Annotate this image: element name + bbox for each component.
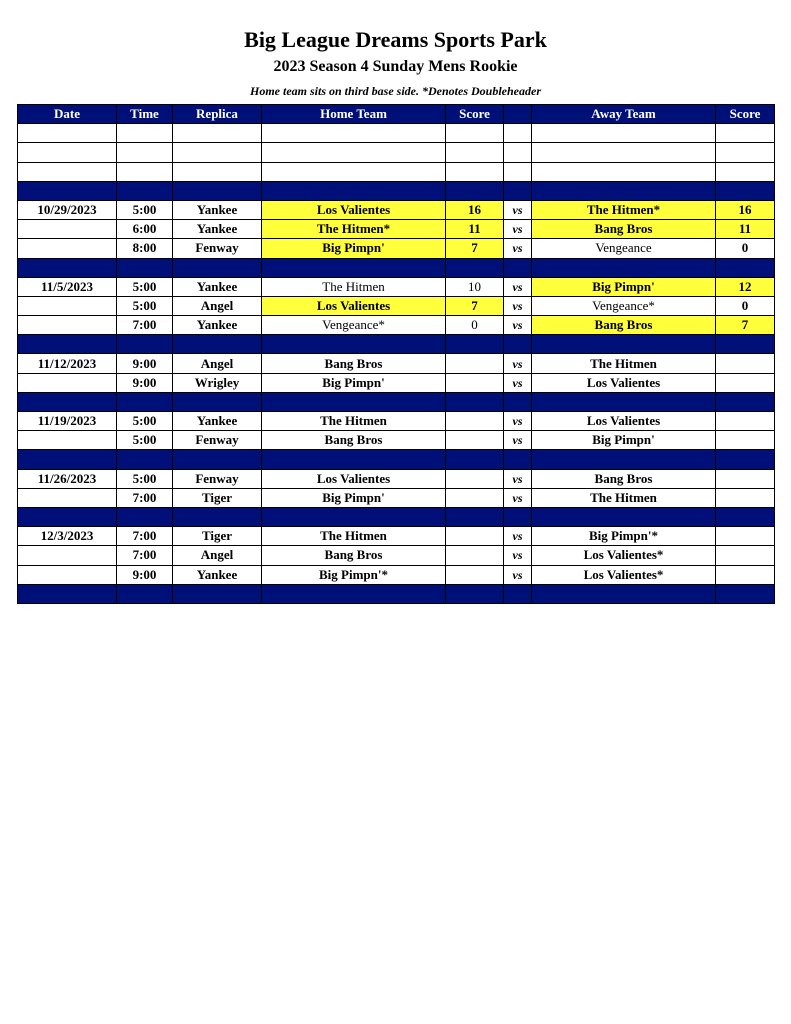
replica-cell: Wrigley: [173, 373, 262, 392]
blank-row: [18, 143, 775, 162]
away-score-cell: [716, 181, 775, 200]
vs-cell: vs: [504, 469, 532, 488]
replica-cell: Yankee: [173, 316, 262, 335]
home-score-cell: [446, 373, 504, 392]
time-cell: 9:00: [117, 354, 173, 373]
time-cell: 9:00: [117, 373, 173, 392]
away-team-cell: [532, 335, 716, 354]
table-row: [18, 296, 775, 315]
page-title: Big League Dreams Sports Park: [244, 27, 547, 52]
time-cell: 5:00: [117, 469, 173, 488]
away-team-cell: Bang Bros: [532, 316, 716, 335]
time-cell: [117, 162, 173, 181]
col-header-time: Time: [117, 105, 173, 124]
home-score-cell: [446, 143, 504, 162]
time-cell: 6:00: [117, 220, 173, 239]
away-score-cell: [716, 488, 775, 507]
vs-cell: vs: [504, 488, 532, 507]
replica-cell: [173, 124, 262, 143]
home-team-cell: The Hitmen: [262, 277, 446, 296]
away-team-cell: Big Pimpn': [532, 277, 716, 296]
col-header-home-team: Home Team: [262, 105, 446, 124]
away-team-cell: The Hitmen*: [532, 200, 716, 219]
time-cell: 7:00: [117, 488, 173, 507]
home-team-cell: Los Valientes: [262, 200, 446, 219]
time-cell: [117, 335, 173, 354]
table-row: [18, 220, 775, 239]
home-team-cell: [262, 143, 446, 162]
time-cell: 9:00: [117, 565, 173, 584]
home-score-cell: [446, 335, 504, 354]
table-row: [18, 316, 775, 335]
page-subtitle: 2023 Season 4 Sunday Mens Rookie: [273, 58, 518, 75]
home-score-cell: [446, 258, 504, 277]
time-cell: [117, 507, 173, 526]
vs-cell: [504, 335, 532, 354]
vs-cell: [504, 392, 532, 411]
away-team-cell: [532, 143, 716, 162]
col-header-away-score: Score: [716, 105, 775, 124]
away-team-cell: Los Valientes: [532, 373, 716, 392]
home-score-cell: [446, 584, 504, 603]
time-cell: 5:00: [117, 412, 173, 431]
vs-cell: [504, 507, 532, 526]
table-row: [18, 565, 775, 584]
time-cell: 7:00: [117, 316, 173, 335]
table-row: [18, 488, 775, 507]
date-cell: [18, 296, 117, 315]
date-cell: 11/5/2023: [18, 277, 117, 296]
home-score-cell: [446, 469, 504, 488]
home-team-cell: Big Pimpn'*: [262, 565, 446, 584]
vs-cell: vs: [504, 431, 532, 450]
date-cell: [18, 143, 117, 162]
week-separator-row: [18, 258, 775, 277]
away-team-cell: [532, 124, 716, 143]
away-team-cell: [532, 584, 716, 603]
time-cell: [117, 143, 173, 162]
home-score-cell: [446, 124, 504, 143]
table-row: [18, 239, 775, 258]
date-cell: 11/12/2023: [18, 354, 117, 373]
away-score-cell: [716, 143, 775, 162]
date-cell: 10/29/2023: [18, 200, 117, 219]
home-score-cell: 7: [446, 239, 504, 258]
away-team-cell: Los Valientes*: [532, 546, 716, 565]
week-separator-row: [18, 507, 775, 526]
blank-row: [18, 124, 775, 143]
replica-cell: [173, 258, 262, 277]
home-team-cell: [262, 181, 446, 200]
away-score-cell: [716, 335, 775, 354]
away-team-cell: Vengeance: [532, 239, 716, 258]
replica-cell: Yankee: [173, 220, 262, 239]
away-score-cell: [716, 565, 775, 584]
replica-cell: [173, 507, 262, 526]
away-score-cell: 12: [716, 277, 775, 296]
week-separator-row: [18, 392, 775, 411]
col-header-away-team: Away Team: [532, 105, 716, 124]
replica-cell: Angel: [173, 296, 262, 315]
replica-cell: Fenway: [173, 469, 262, 488]
away-team-cell: Los Valientes*: [532, 565, 716, 584]
col-header-date: Date: [18, 105, 117, 124]
date-cell: [18, 507, 117, 526]
away-score-cell: [716, 469, 775, 488]
vs-cell: vs: [504, 546, 532, 565]
home-score-cell: 10: [446, 277, 504, 296]
time-cell: [117, 450, 173, 469]
table-row: [18, 354, 775, 373]
schedule-body: [18, 124, 775, 604]
away-team-cell: The Hitmen: [532, 488, 716, 507]
date-cell: [18, 565, 117, 584]
home-score-cell: [446, 431, 504, 450]
replica-cell: [173, 162, 262, 181]
vs-cell: [504, 258, 532, 277]
vs-cell: vs: [504, 412, 532, 431]
replica-cell: [173, 335, 262, 354]
time-cell: [117, 584, 173, 603]
replica-cell: [173, 392, 262, 411]
table-row: [18, 277, 775, 296]
home-score-cell: [446, 546, 504, 565]
date-cell: [18, 239, 117, 258]
vs-cell: vs: [504, 200, 532, 219]
vs-cell: vs: [504, 527, 532, 546]
time-cell: 7:00: [117, 527, 173, 546]
time-cell: [117, 124, 173, 143]
time-cell: 5:00: [117, 277, 173, 296]
home-team-cell: [262, 258, 446, 277]
home-team-cell: [262, 392, 446, 411]
time-cell: [117, 258, 173, 277]
vs-cell: [504, 124, 532, 143]
schedule-table: [17, 104, 775, 604]
away-score-cell: [716, 431, 775, 450]
week-separator-row: [18, 181, 775, 200]
home-score-cell: [446, 450, 504, 469]
time-cell: 5:00: [117, 431, 173, 450]
time-cell: 8:00: [117, 239, 173, 258]
home-team-cell: Bang Bros: [262, 354, 446, 373]
home-team-cell: [262, 162, 446, 181]
time-cell: 7:00: [117, 546, 173, 565]
vs-cell: vs: [504, 220, 532, 239]
replica-cell: Angel: [173, 546, 262, 565]
vs-cell: [504, 450, 532, 469]
date-cell: [18, 162, 117, 181]
home-score-cell: [446, 565, 504, 584]
home-team-cell: The Hitmen: [262, 412, 446, 431]
home-team-cell: Bang Bros: [262, 431, 446, 450]
home-team-cell: The Hitmen: [262, 527, 446, 546]
vs-cell: [504, 162, 532, 181]
date-cell: [18, 124, 117, 143]
replica-cell: Yankee: [173, 565, 262, 584]
home-score-cell: [446, 162, 504, 181]
home-score-cell: [446, 527, 504, 546]
date-cell: 11/19/2023: [18, 412, 117, 431]
away-score-cell: [716, 354, 775, 373]
home-team-cell: Big Pimpn': [262, 239, 446, 258]
date-cell: [18, 546, 117, 565]
blank-row: [18, 162, 775, 181]
away-score-cell: [716, 412, 775, 431]
away-score-cell: [716, 258, 775, 277]
vs-cell: [504, 181, 532, 200]
away-team-cell: [532, 258, 716, 277]
home-team-cell: Los Valientes: [262, 296, 446, 315]
replica-cell: Fenway: [173, 431, 262, 450]
home-team-cell: Vengeance*: [262, 316, 446, 335]
away-score-cell: [716, 162, 775, 181]
away-score-cell: 16: [716, 200, 775, 219]
date-cell: [18, 373, 117, 392]
replica-cell: Tiger: [173, 527, 262, 546]
replica-cell: Yankee: [173, 277, 262, 296]
table-row: [18, 431, 775, 450]
away-team-cell: Bang Bros: [532, 220, 716, 239]
date-cell: [18, 220, 117, 239]
home-team-cell: [262, 335, 446, 354]
col-header-replica: Replica: [173, 105, 262, 124]
replica-cell: [173, 143, 262, 162]
home-team-cell: Los Valientes: [262, 469, 446, 488]
col-header-home-score: Score: [446, 105, 504, 124]
vs-cell: vs: [504, 277, 532, 296]
replica-cell: Fenway: [173, 239, 262, 258]
away-score-cell: [716, 124, 775, 143]
replica-cell: Yankee: [173, 412, 262, 431]
away-score-cell: [716, 584, 775, 603]
table-row: [18, 373, 775, 392]
away-team-cell: Big Pimpn'*: [532, 527, 716, 546]
vs-cell: vs: [504, 296, 532, 315]
away-team-cell: [532, 392, 716, 411]
away-team-cell: [532, 181, 716, 200]
replica-cell: [173, 450, 262, 469]
away-score-cell: [716, 527, 775, 546]
away-score-cell: [716, 450, 775, 469]
away-score-cell: 0: [716, 239, 775, 258]
home-score-cell: [446, 181, 504, 200]
away-team-cell: [532, 450, 716, 469]
away-score-cell: 11: [716, 220, 775, 239]
away-team-cell: [532, 507, 716, 526]
home-team-cell: [262, 584, 446, 603]
away-score-cell: [716, 392, 775, 411]
home-score-cell: 16: [446, 200, 504, 219]
away-team-cell: Big Pimpn': [532, 431, 716, 450]
date-cell: [18, 450, 117, 469]
home-score-cell: [446, 412, 504, 431]
vs-cell: vs: [504, 565, 532, 584]
table-row: [18, 200, 775, 219]
vs-cell: vs: [504, 354, 532, 373]
away-score-cell: [716, 373, 775, 392]
away-team-cell: Bang Bros: [532, 469, 716, 488]
away-score-cell: [716, 507, 775, 526]
replica-cell: Yankee: [173, 200, 262, 219]
date-cell: [18, 181, 117, 200]
home-score-cell: [446, 507, 504, 526]
table-row: [18, 527, 775, 546]
vs-cell: vs: [504, 373, 532, 392]
date-cell: [18, 258, 117, 277]
replica-cell: [173, 181, 262, 200]
table-row: [18, 469, 775, 488]
home-score-cell: [446, 488, 504, 507]
time-cell: [117, 392, 173, 411]
away-team-cell: [532, 162, 716, 181]
home-team-cell: Big Pimpn': [262, 373, 446, 392]
week-separator-row: [18, 335, 775, 354]
date-cell: 12/3/2023: [18, 527, 117, 546]
home-team-cell: [262, 507, 446, 526]
date-cell: [18, 335, 117, 354]
home-score-cell: 11: [446, 220, 504, 239]
home-score-cell: 0: [446, 316, 504, 335]
week-separator-row: [18, 584, 775, 603]
col-header-vs: [504, 105, 532, 124]
vs-cell: [504, 584, 532, 603]
schedule-note: Home team sits on third base side. *Denotes Doubleheader: [250, 84, 541, 98]
time-cell: 5:00: [117, 200, 173, 219]
date-cell: [18, 431, 117, 450]
vs-cell: vs: [504, 316, 532, 335]
table-header-row: [18, 105, 775, 124]
home-team-cell: The Hitmen*: [262, 220, 446, 239]
week-separator-row: [18, 450, 775, 469]
vs-cell: [504, 143, 532, 162]
time-cell: 5:00: [117, 296, 173, 315]
home-score-cell: 7: [446, 296, 504, 315]
home-team-cell: Big Pimpn': [262, 488, 446, 507]
date-cell: 11/26/2023: [18, 469, 117, 488]
table-row: [18, 546, 775, 565]
away-score-cell: [716, 546, 775, 565]
away-team-cell: Los Valientes: [532, 412, 716, 431]
vs-cell: vs: [504, 239, 532, 258]
replica-cell: [173, 584, 262, 603]
date-cell: [18, 392, 117, 411]
away-score-cell: 7: [716, 316, 775, 335]
date-cell: [18, 316, 117, 335]
home-team-cell: [262, 124, 446, 143]
home-team-cell: [262, 450, 446, 469]
date-cell: [18, 584, 117, 603]
away-team-cell: The Hitmen: [532, 354, 716, 373]
home-score-cell: [446, 392, 504, 411]
replica-cell: Tiger: [173, 488, 262, 507]
away-score-cell: 0: [716, 296, 775, 315]
replica-cell: Angel: [173, 354, 262, 373]
table-row: [18, 412, 775, 431]
away-team-cell: Vengeance*: [532, 296, 716, 315]
time-cell: [117, 181, 173, 200]
home-team-cell: Bang Bros: [262, 546, 446, 565]
home-score-cell: [446, 354, 504, 373]
date-cell: [18, 488, 117, 507]
